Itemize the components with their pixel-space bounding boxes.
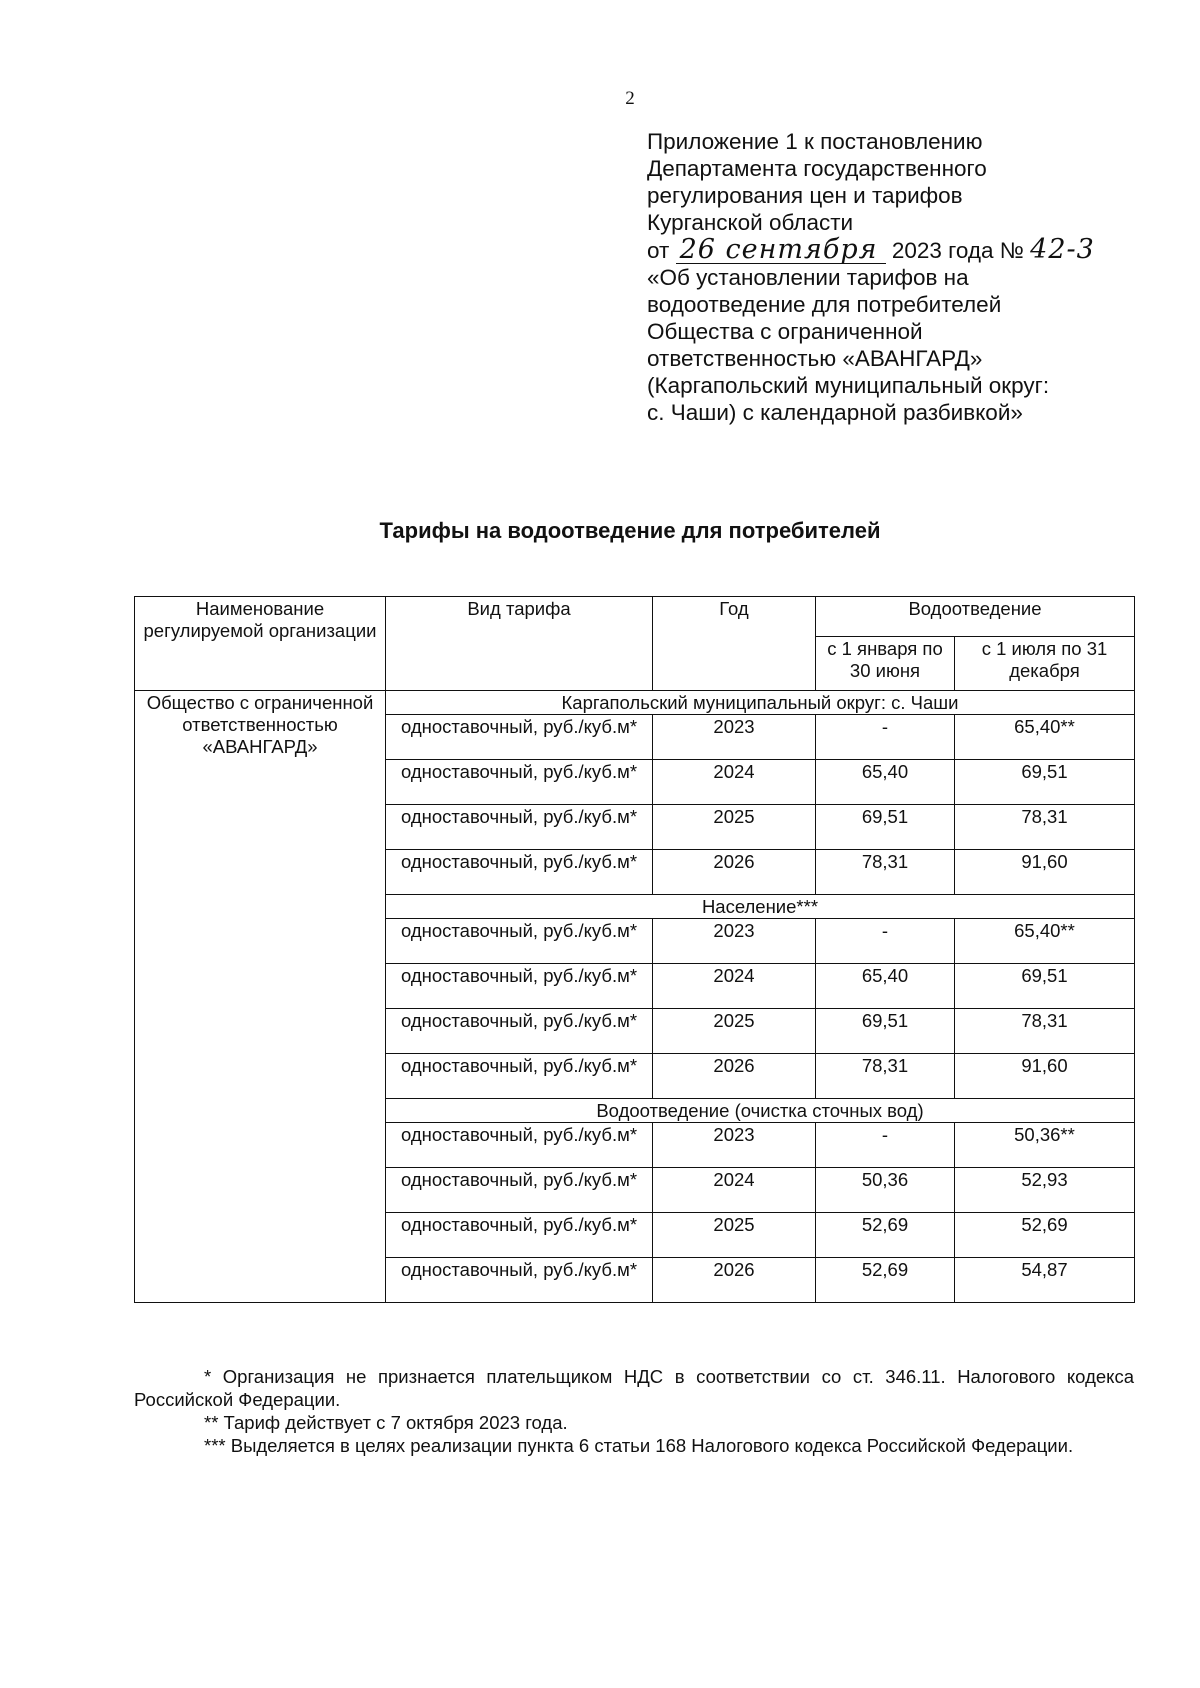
- footnote-population: *** Выделяется в целях реализации пункта 6 статьи 168 Налогового кодекса Российской Федерации.: [204, 1435, 1074, 1456]
- period1-cell: -: [816, 1123, 955, 1168]
- year-cell: 2024: [653, 964, 816, 1009]
- date-suffix: 2023 года №: [891, 238, 1024, 263]
- tariff-type-cell: одноставочный, руб./куб.м*: [386, 964, 653, 1009]
- tariff-type-cell: одноставочный, руб./куб.м*: [386, 1213, 653, 1258]
- year-cell: 2026: [653, 1054, 816, 1099]
- tariff-type-cell: одноставочный, руб./куб.м*: [386, 1009, 653, 1054]
- period2-cell: 78,31: [955, 805, 1135, 850]
- section-title: Население***: [386, 895, 1135, 919]
- appendix-line: Курганской области: [647, 210, 854, 235]
- header-year: Год: [653, 597, 816, 691]
- appendix-subject-line: с. Чаши) с календарной разбивкой»: [647, 400, 1023, 425]
- header-service: Водоотведение: [816, 597, 1135, 637]
- period1-cell: 69,51: [816, 1009, 955, 1054]
- year-cell: 2025: [653, 1213, 816, 1258]
- year-cell: 2025: [653, 1009, 816, 1054]
- tariff-table: [134, 596, 1135, 1303]
- tariff-type-cell: одноставочный, руб./куб.м*: [386, 1123, 653, 1168]
- appendix-subject-line: (Каргапольский муниципальный округ:: [647, 373, 1050, 398]
- organization-cell: Общество с ограниченной ответственностью «АВАНГАРД»: [135, 691, 386, 1303]
- footnote-vat: * Организация не признается плательщиком НДС в соответствии со ст. 346.11. Налогового кодекса Российской Федерации.: [134, 1366, 1134, 1410]
- appendix-line: Приложение 1 к постановлению: [647, 129, 983, 154]
- period1-cell: -: [816, 919, 955, 964]
- year-cell: 2023: [653, 715, 816, 760]
- tariff-type-cell: одноставочный, руб./куб.м*: [386, 919, 653, 964]
- year-cell: 2023: [653, 1123, 816, 1168]
- header-row: [135, 597, 1135, 637]
- period2-cell: 91,60: [955, 850, 1135, 895]
- period1-cell: 52,69: [816, 1258, 955, 1303]
- page-number: 2: [625, 88, 635, 109]
- section-row: [135, 691, 1135, 715]
- document-title: Тарифы на водоотведение для потребителей: [379, 518, 881, 543]
- date-prefix: от: [647, 238, 670, 263]
- period1-cell: 52,69: [816, 1213, 955, 1258]
- appendix-line: регулирования цен и тарифов: [647, 183, 963, 208]
- period1-cell: 50,36: [816, 1168, 955, 1213]
- footnote-effective-date: ** Тариф действует с 7 октября 2023 года.: [204, 1412, 568, 1433]
- period1-cell: 78,31: [816, 1054, 955, 1099]
- period2-cell: 65,40**: [955, 715, 1135, 760]
- appendix-subject-line: «Об установлении тарифов на: [647, 265, 969, 290]
- tariff-type-cell: одноставочный, руб./куб.м*: [386, 760, 653, 805]
- handwritten-date: 26 сентября: [676, 236, 886, 264]
- tariff-type-cell: одноставочный, руб./куб.м*: [386, 1054, 653, 1099]
- footnotes: [134, 1365, 1134, 1457]
- section-title: Водоотведение (очистка сточных вод): [386, 1099, 1135, 1123]
- period2-cell: 52,69: [955, 1213, 1135, 1258]
- period1-cell: 69,51: [816, 805, 955, 850]
- appendix-subject-line: Общества с ограниченной: [647, 319, 923, 344]
- period2-cell: 69,51: [955, 964, 1135, 1009]
- appendix-subject-line: водоотведение для потребителей: [647, 292, 1002, 317]
- period1-cell: 65,40: [816, 760, 955, 805]
- year-cell: 2026: [653, 850, 816, 895]
- section-title: Каргапольский муниципальный округ: с. Чаши: [386, 691, 1135, 715]
- year-cell: 2024: [653, 760, 816, 805]
- tariff-type-cell: одноставочный, руб./куб.м*: [386, 850, 653, 895]
- year-cell: 2026: [653, 1258, 816, 1303]
- header-period-1: с 1 января по 30 июня: [816, 637, 955, 691]
- tariff-type-cell: одноставочный, руб./куб.м*: [386, 1258, 653, 1303]
- period2-cell: 54,87: [955, 1258, 1135, 1303]
- period2-cell: 50,36**: [955, 1123, 1135, 1168]
- appendix-block: [647, 128, 1167, 426]
- year-cell: 2024: [653, 1168, 816, 1213]
- period2-cell: 65,40**: [955, 919, 1135, 964]
- period1-cell: -: [816, 715, 955, 760]
- appendix-line: Департамента государственного: [647, 156, 987, 181]
- year-cell: 2025: [653, 805, 816, 850]
- tariff-type-cell: одноставочный, руб./куб.м*: [386, 805, 653, 850]
- period1-cell: 65,40: [816, 964, 955, 1009]
- tariff-type-cell: одноставочный, руб./куб.м*: [386, 715, 653, 760]
- appendix-date-line: [647, 236, 1167, 264]
- header-period-2: с 1 июля по 31 декабря: [955, 637, 1135, 691]
- header-tariff-type: Вид тарифа: [386, 597, 653, 691]
- period1-cell: 78,31: [816, 850, 955, 895]
- period2-cell: 69,51: [955, 760, 1135, 805]
- handwritten-number: 42-3: [1030, 234, 1095, 265]
- period2-cell: 78,31: [955, 1009, 1135, 1054]
- year-cell: 2023: [653, 919, 816, 964]
- appendix-subject-line: ответственностью «АВАНГАРД»: [647, 346, 983, 371]
- tariff-type-cell: одноставочный, руб./куб.м*: [386, 1168, 653, 1213]
- period2-cell: 91,60: [955, 1054, 1135, 1099]
- period2-cell: 52,93: [955, 1168, 1135, 1213]
- header-organization: Наименование регулируемой организации: [135, 597, 386, 691]
